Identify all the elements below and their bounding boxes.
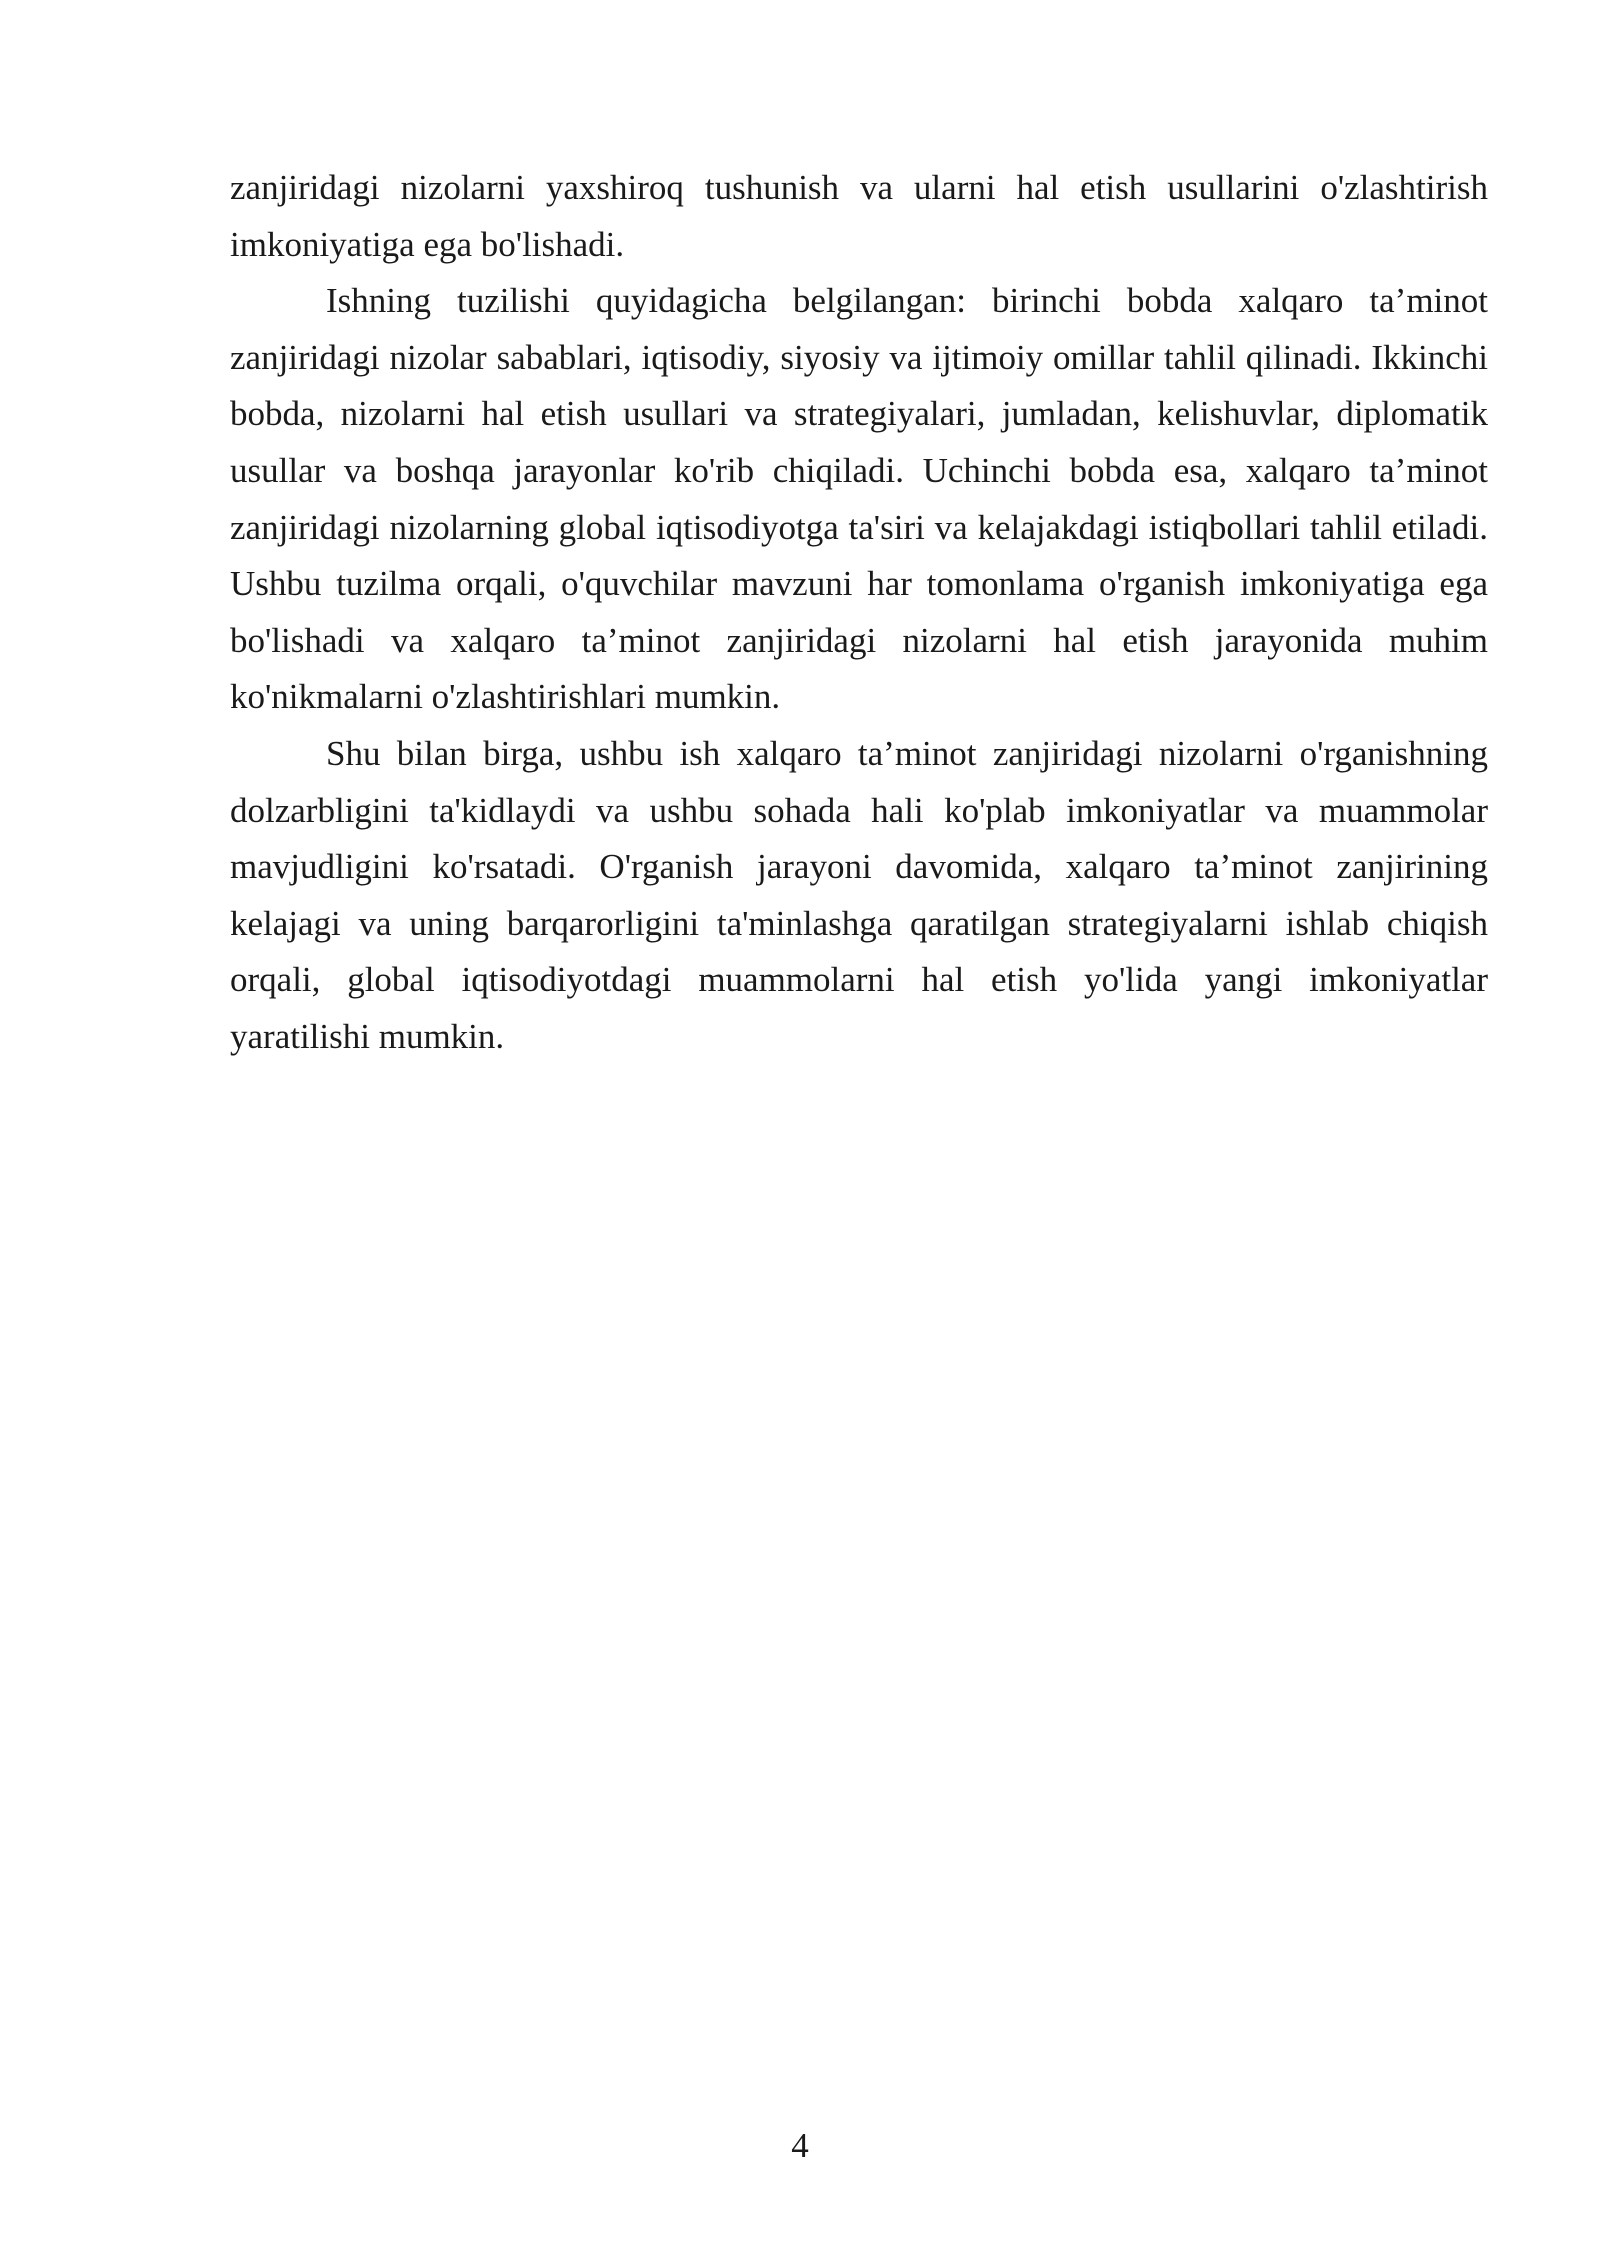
paragraph-continuation: zanjiridagi nizolarni yaxshiroq tushunish va ularni hal etish usullarini o'zlashtirish imkoniyatiga ega bo'lishadi. [230, 168, 1488, 264]
page-number: 4 [791, 2126, 809, 2165]
paragraph-relevance: Shu bilan birga, ushbu ish xalqaro ta’minot zanjiridagi nizolarni o'rganishning dolzarbligini ta'kidlaydi va ushbu sohada hali ko'plab imkoniyatlar va muammolar mavjudligini ko'rsatadi. O'rganish jarayoni davomida, xalqaro ta’minot zanjirining kelajagi va uning barqarorligini ta'minlashga qaratilgan strategiyalarni ishlab chiqish orqali, global iqtisodiyotdagi muammolarni hal etish yo'lida yangi imkoniyatlar yaratilishi mumkin. [230, 733, 1488, 1056]
paragraph-structure: Ishning tuzilishi quyidagicha belgilangan: birinchi bobda xalqaro ta’minot zanjiridagi nizolar sabablari, iqtisodiy, siyosiy va ijtimoiy omillar tahlil qilinadi. Ikkinchi bobda, nizolarni hal etish usullari va strategiyalari, jumladan, kelishuvlar, diplomatik usullar va boshqa jarayonlar ko'rib chiqiladi. Uchinchi bobda esa, xalqaro ta’minot zanjiridagi nizolarning global iqtisodiyotga ta'siri va kelajakdagi istiqbollari tahlil etiladi. Ushbu tuzilma orqali, o'quvchilar mavzuni har tomonlama o'rganish imkoniyatiga ega bo'lishadi va xalqaro ta’minot zanjiridagi nizolarni hal etish jarayonida muhim ko'nikmalarni o'zlashtirishlari mumkin. [230, 281, 1488, 717]
document-body [230, 160, 1488, 1066]
